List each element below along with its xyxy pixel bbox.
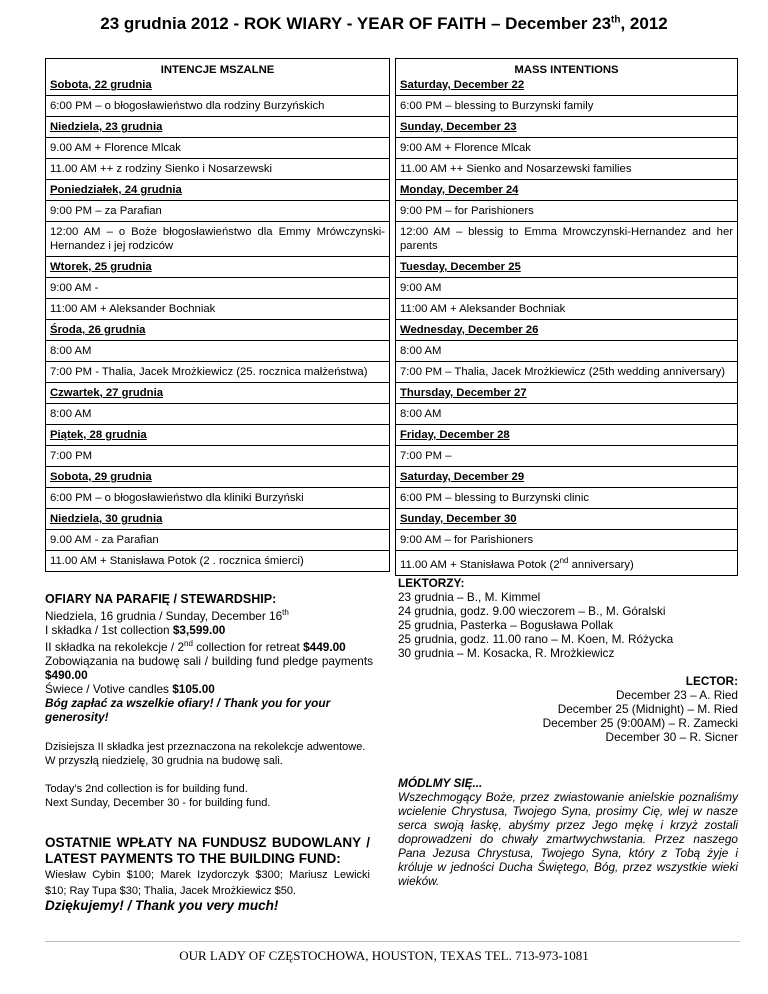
day-heading: Monday, December 24 bbox=[396, 180, 738, 201]
intention-entry: 11:00 AM + Aleksander Bochniak bbox=[396, 299, 738, 320]
intention-entry: 11.00 AM ++ Sienko and Nosarzewski families bbox=[396, 159, 738, 180]
offerings-thanks: Bóg zapłać za wszelkie ofiary! / Thank you for your generosity! bbox=[45, 695, 331, 724]
lector-entry: December 23 – A. Ried bbox=[616, 688, 738, 702]
day-heading: Thursday, December 27 bbox=[396, 383, 738, 404]
table-heading: MASS INTENTIONS bbox=[396, 59, 738, 78]
table-heading: INTENCJE MSZALNE bbox=[46, 59, 390, 78]
intention-entry: 9:00 AM + Florence Mlcak bbox=[396, 138, 738, 159]
lector-entry: December 25 (Midnight) – M. Ried bbox=[557, 702, 738, 716]
second-collection: II składka na rekolekcje / 2nd collection for retreat $449.00 bbox=[45, 638, 346, 654]
lector-entry: December 25 (9:00AM) – R. Zamecki bbox=[542, 716, 738, 730]
lector-entry: 24 grudnia, godz. 9.00 wieczorem – B., M. Góralski bbox=[398, 604, 666, 618]
mass-intentions-english-table bbox=[395, 58, 738, 576]
collection-notes bbox=[45, 740, 370, 810]
day-heading: Tuesday, December 25 bbox=[396, 257, 738, 278]
prayer-heading: MÓDLMY SIĘ... bbox=[398, 776, 483, 790]
pledge-payments: Zobowiązania na budowę sali / building fund pledge payments $490.00 bbox=[45, 653, 373, 682]
building-fund-section bbox=[45, 835, 370, 913]
collection-note-en-2: Next Sunday, December 30 - for building fund. bbox=[45, 797, 271, 809]
building-fund-heading: OSTATNIE WPŁATY NA FUNDUSZ BUDOWLANY / LATEST PAYMENTS TO THE BUILDING FUND: bbox=[45, 835, 370, 866]
intention-entry: 9.00 AM + Florence Mlcak bbox=[46, 138, 390, 159]
intention-entry: 12:00 AM – o Boże błogosławieństwo dla Emmy Mrówczynski-Hernandez i jej rodziców bbox=[46, 222, 390, 257]
day-heading: Piątek, 28 grudnia bbox=[46, 425, 390, 446]
intention-entry: 7:00 PM - Thalia, Jacek Mrożkiewicz (25. rocznica małżeństwa) bbox=[46, 362, 390, 383]
parish-footer: OUR LADY OF CZĘSTOCHOWA, HOUSTON, TEXAS TEL. 713-973-1081 bbox=[179, 948, 589, 963]
day-heading: Sobota, 22 grudnia bbox=[46, 77, 390, 96]
intention-entry: 8:00 AM bbox=[46, 341, 390, 362]
day-heading: Saturday, December 29 bbox=[396, 467, 738, 488]
intention-entry: 7:00 PM bbox=[46, 446, 390, 467]
day-heading: Sobota, 29 grudnia bbox=[46, 467, 390, 488]
intention-entry: 11:00 AM + Aleksander Bochniak bbox=[46, 299, 390, 320]
intention-entry: 8:00 AM bbox=[396, 341, 738, 362]
intention-entry: 12:00 AM – blessig to Emma Mrowczynski-Hernandez and her parents bbox=[396, 222, 738, 257]
page-title: 23 grudnia 2012 - ROK WIARY - YEAR OF FAITH – December 23th, 2012 bbox=[100, 14, 668, 33]
intention-entry: 8:00 AM bbox=[396, 404, 738, 425]
day-heading: Sunday, December 23 bbox=[396, 117, 738, 138]
intention-entry: 6:00 PM – o błogosławieństwo dla rodziny Burzyńskich bbox=[46, 96, 390, 117]
intention-entry: 9:00 AM - bbox=[46, 278, 390, 299]
day-heading: Czwartek, 27 grudnia bbox=[46, 383, 390, 404]
prayer-text: Wszechmogący Boże, przez zwiastowanie anielskie poznaliśmy wcielenie Chrystusa, Twojego Syna, prosimy Cię, wlej w nasze serca swoją łaskę, abyśmy przez Jego mękę i krzyż zostali doprowadzeni do chwały zmartwychwstania. Przez naszego Pana Jezusa Chrystusa, Twojego Syna, który z Tobą żyje i króluje w jedności Ducha Świętego, Bóg, przez wszystkie wieki wieków. bbox=[398, 790, 738, 888]
offerings-date: Niedziela, 16 grudnia / Sunday, December 16th bbox=[45, 608, 289, 623]
day-heading: Niedziela, 30 grudnia bbox=[46, 509, 390, 530]
day-heading: Niedziela, 23 grudnia bbox=[46, 117, 390, 138]
day-heading: Wednesday, December 26 bbox=[396, 320, 738, 341]
collection-note-pl-2: W przyszłą niedzielę, 30 grudnia na budowę sali. bbox=[45, 755, 283, 767]
lector-entry: 25 grudnia, Pasterka – Bogusława Pollak bbox=[398, 618, 614, 632]
lectors-heading-pl: LEKTORZY: bbox=[398, 576, 465, 590]
intention-entry: 6:00 PM – o błogosławieństwo dla kliniki Burzyński bbox=[46, 488, 390, 509]
lectors-section bbox=[398, 576, 738, 744]
collection-note-en-1: Today’s 2nd collection is for building fund. bbox=[45, 783, 248, 795]
day-heading: Poniedziałek, 24 grudnia bbox=[46, 180, 390, 201]
day-heading: Sunday, December 30 bbox=[396, 509, 738, 530]
offerings-heading: OFIARY NA PARAFIĘ / STEWARDSHIP: bbox=[45, 592, 277, 606]
intention-entry: 9:00 PM – for Parishioners bbox=[396, 201, 738, 222]
lector-entry: 23 grudnia – B., M. Kimmel bbox=[398, 590, 541, 604]
offerings-section bbox=[45, 592, 373, 724]
prayer-section bbox=[398, 776, 738, 888]
intention-entry: 11.00 AM + Stanisława Potok (2 . rocznica śmierci) bbox=[46, 551, 390, 572]
footer-divider bbox=[45, 941, 740, 942]
votive-candles: Świece / Votive candles $105.00 bbox=[45, 681, 215, 696]
lector-entry: 30 grudnia – M. Kosacka, R. Mrożkiewicz bbox=[398, 646, 615, 660]
collection-note-pl-1: Dzisiejsza II składka jest przeznaczona na rekolekcje adwentowe. bbox=[45, 741, 366, 753]
intention-entry: 9:00 AM – for Parishioners bbox=[396, 530, 738, 551]
day-heading: Saturday, December 22 bbox=[396, 77, 738, 96]
day-heading: Wtorek, 25 grudnia bbox=[46, 257, 390, 278]
building-fund-thanks: Dziękujemy! / Thank you very much! bbox=[45, 898, 279, 913]
lectors-heading-en: LECTOR: bbox=[685, 674, 738, 688]
intention-entry: 9:00 AM bbox=[396, 278, 738, 299]
day-heading: Friday, December 28 bbox=[396, 425, 738, 446]
lector-entry: 25 grudnia, godz. 11.00 rano – M. Koen, M. Różycka bbox=[398, 632, 674, 646]
intention-entry: 9:00 PM – za Parafian bbox=[46, 201, 390, 222]
intention-entry: 9.00 AM - za Parafian bbox=[46, 530, 390, 551]
intention-entry: 7:00 PM – bbox=[396, 446, 738, 467]
mass-intentions-polish-table bbox=[45, 58, 390, 572]
intention-entry: 6:00 PM – blessing to Burzynski family bbox=[396, 96, 738, 117]
lector-entry: December 30 – R. Sicner bbox=[605, 730, 738, 744]
day-heading: Środa, 26 grudnia bbox=[46, 320, 390, 341]
intention-entry: 11.00 AM ++ z rodziny Sienko i Nosarzewski bbox=[46, 159, 390, 180]
first-collection: I składka / 1st collection $3,599.00 bbox=[45, 622, 226, 637]
intention-entry: 6:00 PM – blessing to Burzynski clinic bbox=[396, 488, 738, 509]
intention-entry: 8:00 AM bbox=[46, 404, 390, 425]
intention-entry: 11.00 AM + Stanisława Potok (2nd anniversary) bbox=[396, 551, 738, 576]
building-fund-donors: Wiesław Cybin $100; Marek Izydorczyk $300; Mariusz Lewicki $10; Ray Tupa $30; Thalia, Jacek Mrożkiewicz $50. bbox=[45, 869, 370, 897]
intention-entry: 7:00 PM – Thalia, Jacek Mrożkiewicz (25th wedding anniversary) bbox=[396, 362, 738, 383]
